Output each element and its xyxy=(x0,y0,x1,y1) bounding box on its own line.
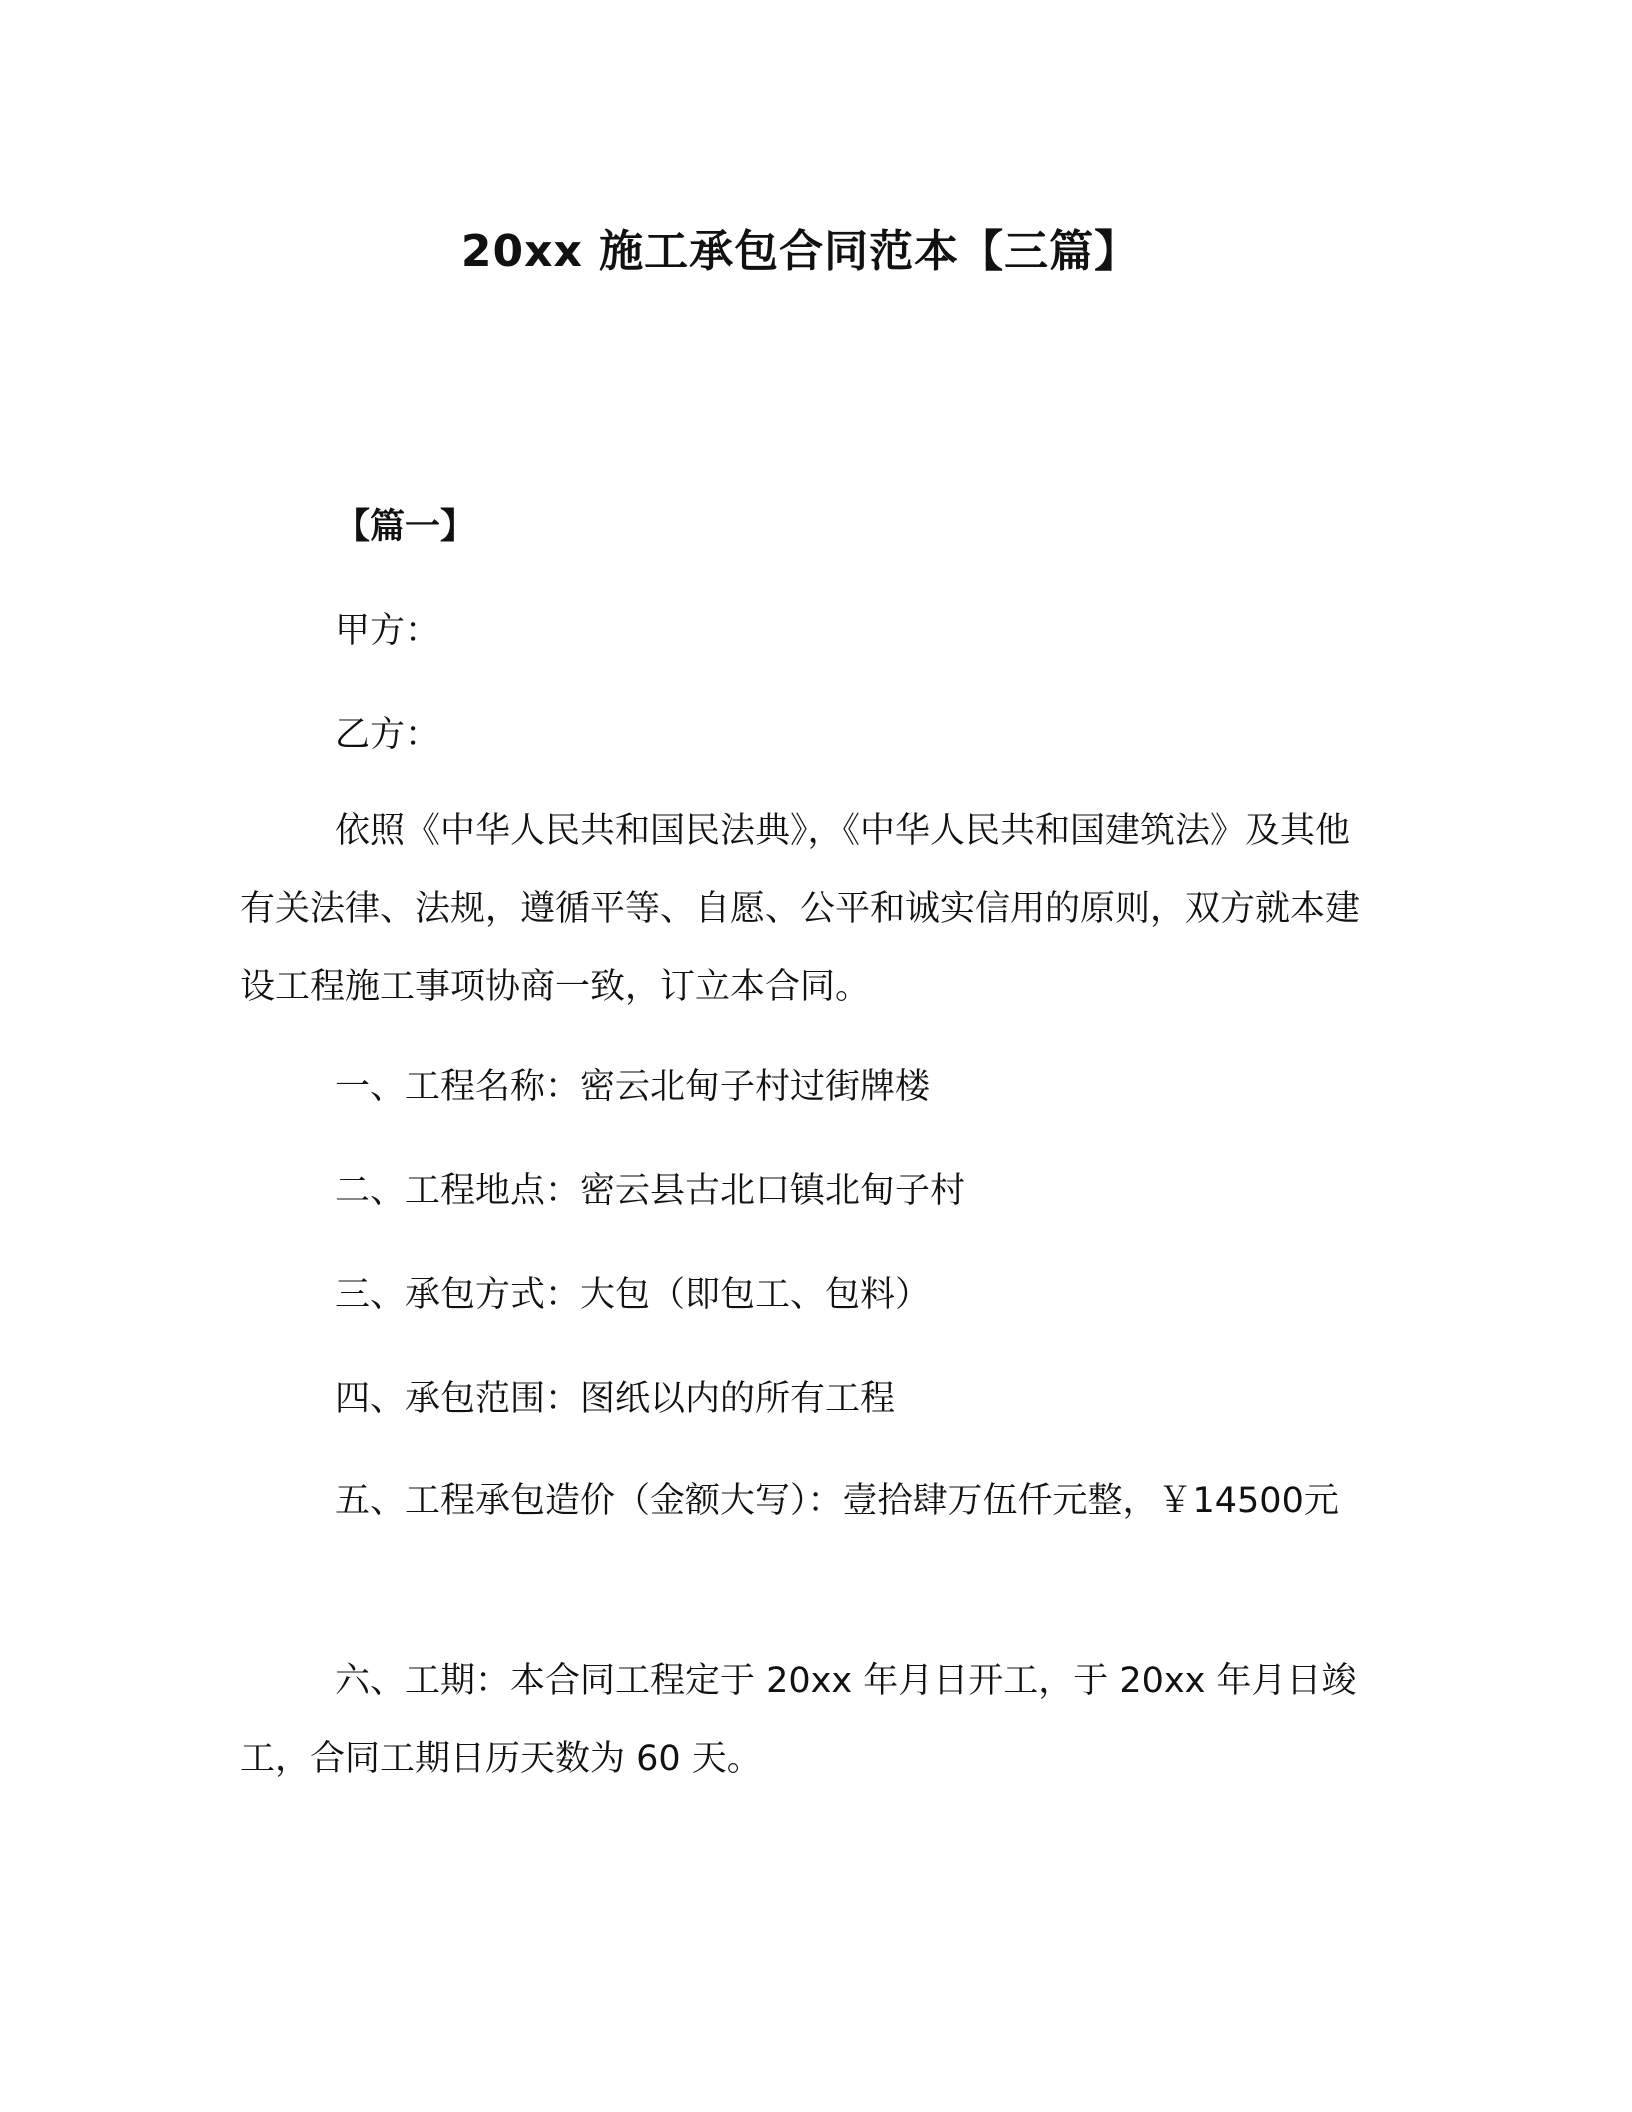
document-title: 20xx 施工承包合同范本【三篇】 xyxy=(460,226,1140,277)
clause-contract-method: 三、承包方式：大包（即包工、包料） xyxy=(335,1275,931,1315)
clause-project-location: 二、工程地点：密云县古北口镇北甸子村 xyxy=(335,1171,966,1211)
clause-project-name: 一、工程名称：密云北甸子村过街牌楼 xyxy=(335,1067,931,1107)
clause-contract-price: 五、工程承包造价（金额大写）：壹拾肆万伍仟元整，￥14500元 xyxy=(335,1481,1339,1521)
party-a-label: 甲方： xyxy=(335,611,441,651)
intro-paragraph: 依照《中华人民共和国民法典》，《中华人民共和国建筑法》及其他有关法律、法规，遵循平等、自愿、公平和诚实信用的原则，双方就本建设工程施工事项协商一致，订立本合同。 xyxy=(240,811,1361,1007)
party-b-label: 乙方： xyxy=(335,715,441,755)
clause-contract-scope: 四、承包范围：图纸以内的所有工程 xyxy=(335,1379,896,1419)
section-heading: 【篇一】 xyxy=(335,507,476,547)
clause-construction-period: 六、工期：本合同工程定于 20xx 年月日开工，于 20xx 年月日竣工，合同工期日历天数为 60 天。 xyxy=(240,1661,1357,1779)
